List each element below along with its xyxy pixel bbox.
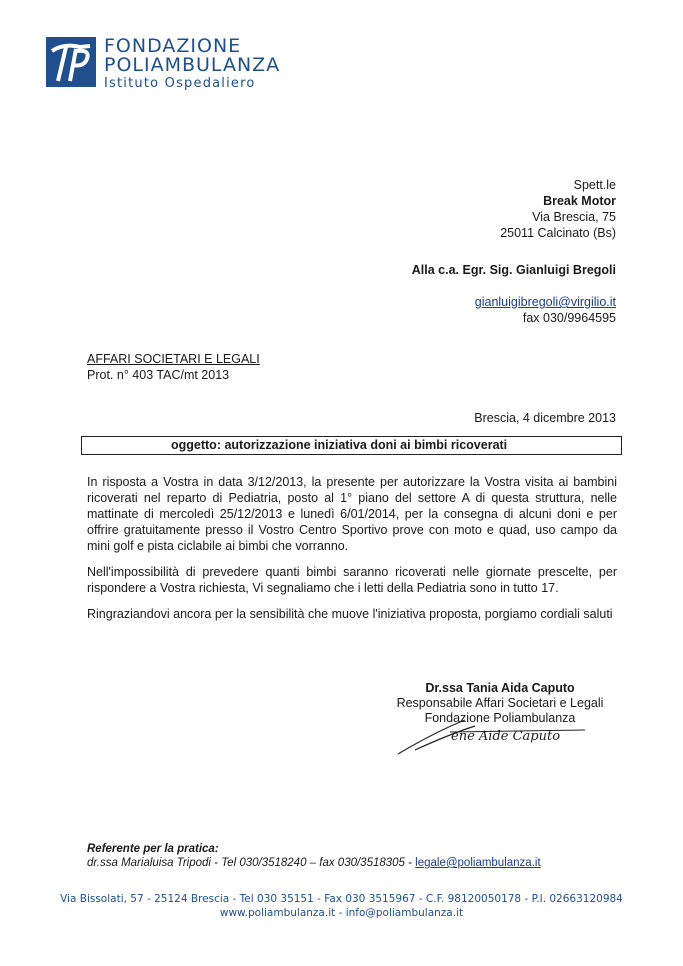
logo-line3: Istituto Ospedaliero: [104, 76, 256, 91]
footer-address: Via Bissolati, 57 - 25124 Brescia - Tel 030 35151 - Fax 030 3515967 - C.F. 98120050178 - P.I. 02663120984: [60, 893, 623, 905]
body-paragraph-2: Nell'impossibilità di prevedere quanti bimbi saranno ricoverati nelle giornate prescelte, per rispondere a Vostra richiesta, Vi segnaliamo che i letti della Pediatria sono in tutto 17.: [87, 565, 617, 595]
body-paragraph-3: Ringraziandovi ancora per la sensibilità che muove l'iniziativa proposta, porgiamo cordiali saluti: [87, 607, 613, 621]
reference-label: Referente per la pratica:: [87, 843, 219, 855]
reference-contact: dr.ssa Marialuisa Tripodi - Tel 030/3518240 – fax 030/3518305 -: [87, 857, 416, 869]
signatory-org: Fondazione Poliambulanza: [424, 711, 576, 725]
body-paragraph-1: In risposta a Vostra in data 3/12/2013, la presente per autorizzare la Vostra visita ai bambini ricoverati nel reparto di Pediatria, posto al 1° piano del settore A di questa struttura, nelle mattinate di mercoledì 25/12/2013 e lunedì 6/01/2014, per la consegna di alcuni doni e per offrire gratuitamente presso il Vostro Centro Sportivo prove con moto e quad, uso campo da mini golf e pista ciclabile ai bimbi che vorranno.: [87, 475, 617, 553]
logo-line1: FONDAZIONE: [104, 35, 242, 57]
reference-block: [87, 842, 541, 870]
letter-body: [87, 474, 617, 632]
recipient-attention: Alla c.a. Egr. Sig. Gianluigi Bregoli: [411, 263, 616, 277]
logo-line2: POLIAMBULANZA: [104, 54, 281, 76]
recipient-contacts: [475, 294, 616, 326]
recipient-salutation: Spett.le: [573, 178, 616, 192]
sender-department: [87, 351, 260, 383]
signatory-name: Dr.ssa Tania Aida Caputo: [425, 681, 575, 695]
logo-icon: [46, 37, 96, 87]
subject-box: [81, 436, 622, 455]
reference-email-link[interactable]: legale@poliambulanza.it: [415, 857, 541, 869]
handwritten-signature: [395, 712, 595, 763]
letter-date: Brescia, 4 dicembre 2013: [474, 411, 616, 425]
logo-wordmark: [104, 37, 280, 90]
department-name: AFFARI SOCIETARI E LEGALI: [87, 352, 260, 366]
subject-text: oggetto: autorizzazione iniziativa doni ai bimbi ricoverati: [171, 438, 508, 452]
footer-web: www.poliambulanza.it - info@poliambulanza.it: [219, 907, 464, 919]
recipient-address: [500, 177, 616, 241]
svg-text:ene Aide Caputo: ene Aide Caputo: [451, 729, 561, 744]
signatory-role: Responsabile Affari Societari e Legali: [396, 696, 604, 710]
recipient-city: 25011 Calcinato (Bs): [500, 226, 616, 240]
letterhead-footer: [0, 892, 683, 920]
recipient-street: Via Brescia, 75: [532, 210, 616, 224]
recipient-fax: fax 030/9964595: [522, 311, 616, 325]
protocol-number: Prot. n° 403 TAC/mt 2013: [87, 368, 230, 382]
reference-contact-line: [87, 856, 541, 870]
recipient-company: Break Motor: [543, 194, 616, 208]
recipient-email-link[interactable]: gianluigibregoli@virgilio.it: [474, 295, 616, 309]
